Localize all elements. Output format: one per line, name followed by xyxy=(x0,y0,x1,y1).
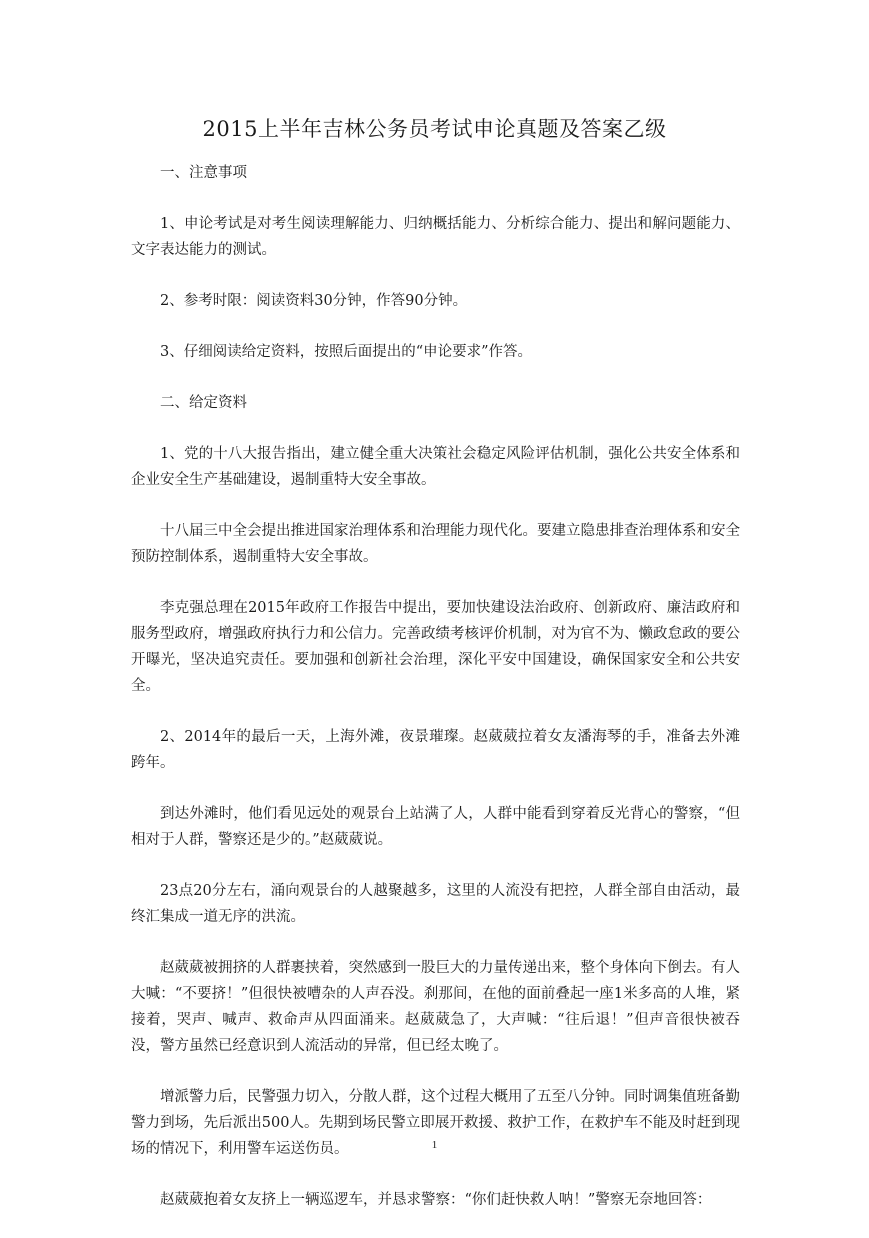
page-number: 1 xyxy=(431,1139,438,1151)
paragraph: 2、2014年的最后一天，上海外滩，夜景璀璨。赵葳葳拉着女友潘海琴的手，准备去外滩跨年。 xyxy=(131,729,740,771)
paragraph: 十八届三中全会提出推进国家治理体系和治理能力现代化。要建立隐患排查治理体系和安全预防控制体系，遏制重特大安全事故。 xyxy=(131,523,740,565)
document-body xyxy=(131,160,740,1238)
paragraph: 2、参考时限：阅读资料30分钟，作答90分钟。 xyxy=(160,293,468,309)
section-heading-notes: 一、注意事项 xyxy=(160,165,247,181)
paragraph: 赵葳葳被拥挤的人群裹挟着，突然感到一股巨大的力量传递出来，整个身体向下倒去。有人大喊：“不要挤！”但很快被嘈杂的人声吞没。刹那间，在他的面前叠起一座1米多高的人堆，紧接着，哭声、喊声、救命声从四面涌来。赵葳葳急了，大声喊：“往后退！”但声音很快被吞没，警方虽然已经意识到人流活动的异常，但已经太晚了。 xyxy=(131,960,740,1054)
paragraph: 李克强总理在2015年政府工作报告中提出，要加快建设法治政府、创新政府、廉洁政府和服务型政府，增强政府执行力和公信力。完善政绩考核评价机制，对为官不为、懒政怠政的要公开曝光，坚决追究责任。要加强和创新社会治理，深化平安中国建设，确保国家安全和公共安全。 xyxy=(131,600,740,694)
paragraph: 增派警力后，民警强力切入，分散人群，这个过程大概用了五至八分钟。同时调集值班备勤警力到场，先后派出500人。先期到场民警立即展开救援、救护工作，在救护车不能及时赶到现场的情况下，利用警车运送伤员。 xyxy=(131,1089,740,1157)
paragraph: 1、党的十八大报告指出，建立健全重大决策社会稳定风险评估机制，强化公共安全体系和企业安全生产基础建设，遏制重特大安全事故。 xyxy=(131,446,740,488)
paragraph: 到达外滩时，他们看见远处的观景台上站满了人，人群中能看到穿着反光背心的警察，“但相对于人群，警察还是少的。”赵葳葳说。 xyxy=(131,806,740,848)
document-title: 2015上半年吉林公务员考试申论真题及答案乙级 xyxy=(202,117,667,141)
paragraph: 1、申论考试是对考生阅读理解能力、归纳概括能力、分析综合能力、提出和解问题能力、文字表达能力的测试。 xyxy=(131,216,740,258)
paragraph: 3、仔细阅读给定资料，按照后面提出的“申论要求”作答。 xyxy=(160,344,533,360)
section-heading-materials: 二、给定资料 xyxy=(160,395,247,411)
paragraph: 赵葳葳抱着女友挤上一辆巡逻车，并恳求警察：“你们赶快救人呐！”警察无奈地回答： xyxy=(160,1192,712,1208)
paragraph: 23点20分左右，涌向观景台的人越聚越多，这里的人流没有把控，人群全部自由活动，最终汇集成一道无序的洪流。 xyxy=(131,883,740,925)
